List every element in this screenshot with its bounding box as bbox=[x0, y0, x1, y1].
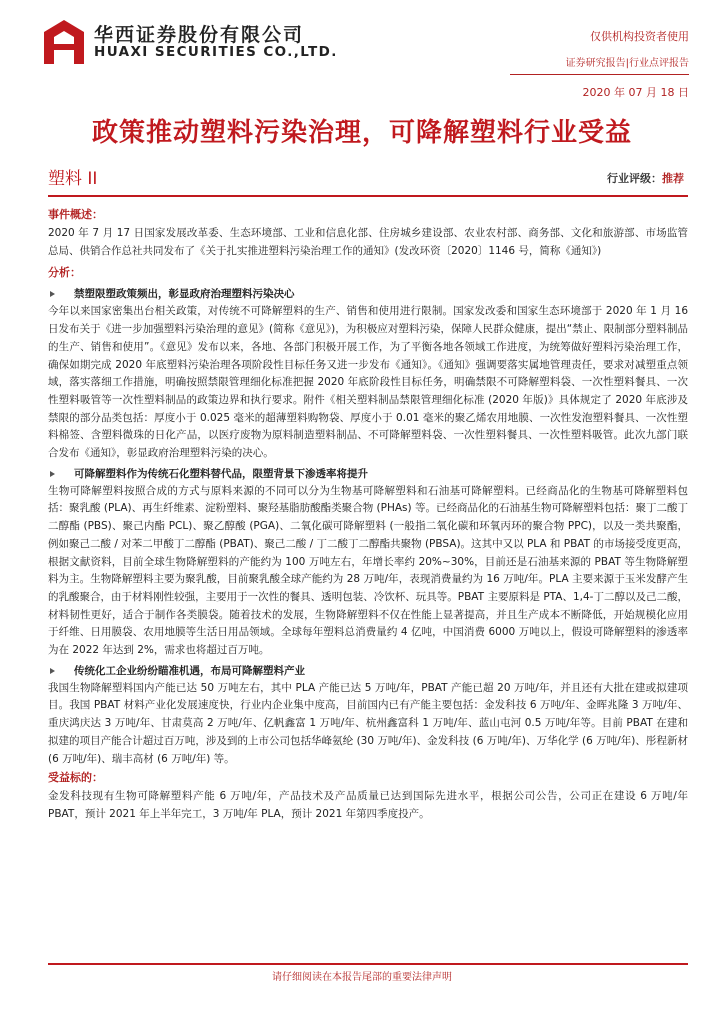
header-divider bbox=[510, 74, 689, 75]
huaxi-logo-icon bbox=[44, 20, 84, 64]
analysis-heading-2: 可降解塑料作为传统石化塑料替代品，限塑背景下渗透率将提升 bbox=[48, 465, 688, 483]
analysis-label: 分析： bbox=[48, 266, 81, 280]
report-date: 2020 年 07 月 18 日 bbox=[582, 86, 689, 99]
analysis-text-1: 今年以来国家密集出台相关政策，对传统不可降解塑料的生产、销售和使用进行限制。国家发改委和国家生态环境部于 2020 年 1 月 16 日发布关于《进一步加强塑料污染治理的意见》(简称《意见》)，为积极应对塑料污染，保障人民群众健康，提出“禁止、限制部分塑料制品的生产、销售和使用”。《意见》发布以来，各地、各部门积极开展工作，为了平衡各地各领域工作进度，为统筹做好塑料污染治理工作，确保如期完成 2020 年底塑料污染治理各项阶段性目标任务又进一步发布《通知》。《通知》强调要落实属地管理责任，要求对减塑重点领域，落实落细工作措施，明确按照禁限管理细化标准把握 2020 年底阶段性目标任务，明确禁限不可降解塑料袋、一次性塑料餐具、一次性塑料吸管等一次性塑料制品的政策边界和执行要求。附件《相关塑料制品禁限管理细化标准 (2020 年版)》具体规定了 2020 年底涉及禁限的部分品类包括：厚度小于 0.025 毫米的超薄塑料购物袋、厚度小于 0.01 毫米的聚乙烯农用地膜、一次性发泡塑料餐具、一次性塑料棉签、含塑料微珠的日化产品，以医疗废物为原料制造塑料制品、不可降解塑料袋、一次性塑料餐具、一次性塑料吸管。此次九部门联合发布《通知》，彰显政府治理塑料污染的决心。 bbox=[48, 305, 689, 460]
analysis-text-2: 生物可降解塑料按照合成的方式与原料来源的不同可以分为生物基可降解塑料和石油基可降解塑料。已经商品化的生物基可降解塑料包括：聚乳酸 (PLA)、再生纤维素、淀粉塑料、聚羟基脂肪酸酯类聚合物 (PHAs) 等。已经商品化的石油基生物可降解塑料包括：聚丁二酸丁二醇酯 (PBS)、聚己内酯 PCL)、聚乙醇酸 (PGA)、二氧化碳可降解塑料 (一般指二氧化碳和环氧丙环的聚合物 PPC)，以及一类共聚酯，例如聚己二酸 / 对苯二甲酸丁二醇酯 (PBAT)、聚己二酸 / 丁二酸丁二醇酯共聚物 (PBSA)。这其中又以 PLA 和 PBAT 的市场接受度更高，根据文献资料，目前全球生物降解塑料的产能约为 100 万吨左右，年增长率约 20%~30%，目前还是石油基来源的 PBAT 等生物降解塑料为主。生物降解塑料主要为聚乳酸，目前聚乳酸全球产能约为 28 万吨/年，表现消费量约为 16 万吨/年。PLA 主要来源于玉米发酵产生的乳酸聚合，由于材料刚性较强，主要用于一次性的餐具、透明包装、冷饮杯、玩具等。PBAT 主要原料是 PTA、1,4-丁二醇以及己二酸，材料韧性更好，适合于制作各类膜袋。随着技术的发展，生物降解塑料不仅在性能上显著提高，并且生产成本不断降低，开始规模化应用于纤维、日用膜袋、农用地膜等生活日用品领域。全球每年塑料总消费量约 4 亿吨，中国消费 6000 万吨以上，假设可降解塑料的渗透率为在 2022 年达到 2%，需求也将超过百万吨。 bbox=[48, 484, 688, 657]
industry-rating bbox=[607, 170, 684, 186]
title-divider bbox=[48, 195, 688, 197]
audience-note: 仅供机构投资者使用 bbox=[590, 30, 689, 43]
analysis-heading-3: 传统化工企业纷纷瞄准机遇，布局可降解塑料产业 bbox=[48, 662, 688, 680]
report-type: 证券研究报告|行业点评报告 bbox=[565, 58, 689, 69]
beneficiary-label: 受益标的： bbox=[48, 771, 103, 785]
report-body bbox=[48, 205, 688, 824]
rating-value: 推荐 bbox=[662, 172, 684, 185]
legal-notice: 请仔细阅读在本报告尾部的重要法律声明 bbox=[272, 972, 452, 983]
analysis-heading-1: 禁塑限塑政策频出，彰显政府治理塑料污染决心 bbox=[48, 285, 688, 303]
event-label: 事件概述： bbox=[48, 208, 103, 221]
rating-label: 行业评级： bbox=[607, 172, 662, 185]
footer-divider bbox=[48, 963, 688, 965]
company-name-en: HUAXI SECURITIES CO.,LTD. bbox=[94, 44, 338, 60]
report-title: 政策推动塑料污染治理，可降解塑料行业受益 bbox=[91, 118, 632, 148]
beneficiary-text: 金发科技现有生物可降解塑料产能 6 万吨/年，产品技术及产品质量已达到国际先进水平，根据公司公告，公司正在建设 6 万吨/年 PBAT，预计 2021 年上半年完工，3 万吨/年 PLA，预计 2021 年第四季度投产。 bbox=[48, 790, 688, 820]
company-name-cn: 华西证券股份有限公司 bbox=[94, 24, 305, 46]
event-text: 2020 年 7 月 17 日国家发展改革委、生态环境部、工业和信息化部、住房城乡建设部、农业农村部、商务部、文化和旅游部、市场监管总局、供销合作总社共同发布了《关于扎实推进塑料污染治理工作的通知》(发改环资〔2020〕1146 号，简称《通知》) bbox=[48, 227, 688, 257]
section-name: 塑料 II bbox=[48, 169, 98, 189]
analysis-text-3: 我国生物降解塑料国内产能已达 50 万吨左右，其中 PLA 产能已达 5 万吨/年，PBAT 产能已超 20 万吨/年，并且还有大批在建或拟建项目。我国 PBAT 材料产业化发展速度快，行业内企业集中度高，目前国内已有产能主要包括：金发科技 6 万吨/年、金晖兆隆 3 万吨/年、重庆鸿庆达 3 万吨/年、甘肃莫高 2 万吨/年、亿帆鑫富 1 万吨/年、杭州鑫富科 1 万吨/年、蓝山屯河 0.5 万吨/年等。目前 PBAT 在建和拟建的项目产能合计超过百万吨，涉及到的上市公司包括华峰氨纶 (30 万吨/年)、金发科技 (6 万吨/年)、万华化学 (6 万吨/年)、彤程新材 (6 万吨/年)、瑞丰高材 (6 万吨/年) 等。 bbox=[48, 681, 688, 765]
